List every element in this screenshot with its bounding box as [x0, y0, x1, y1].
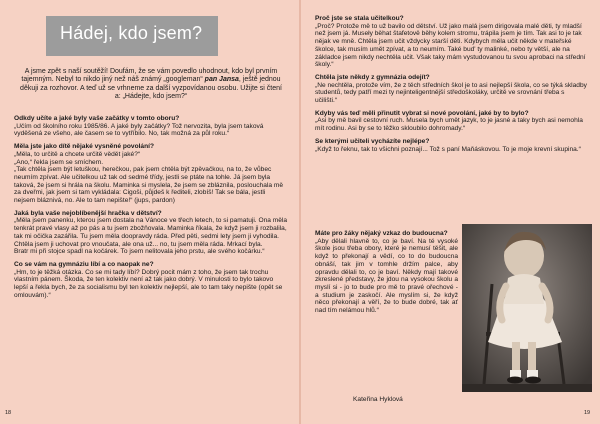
answer	[14, 123, 288, 138]
question: Jaká byla vaše nejoblíbenější hračka v dětství?	[14, 209, 162, 217]
question: Co se vám na gymnáziu líbí a co naopak ne?	[14, 260, 154, 268]
intro-text-end: , ještě jednou děkuji za rozhovor. A teď už se vrhneme za další vyzpovídanou osobu. Užijte si čtení a: „Hádejte, kdo jsem?“	[20, 76, 282, 101]
question: Proč jste se stala učitelkou?	[315, 15, 404, 22]
question: Máte pro žáky nějaký vzkaz do budoucna?	[315, 230, 448, 237]
answer	[315, 23, 587, 69]
answer-paragraph: tak mi očička zazářila. Tu jsem měla doopravdy ráda. Před pěti, sedmi lety jsem ji vyhodila. Chtěla jsem ji uchovat pro vnoučata, ale ona už... no, tu jsem měla ráda. Mrkací byla.	[14, 232, 279, 248]
intro-highlight: pan Jansa	[204, 76, 239, 84]
title-banner	[46, 16, 218, 56]
answer	[14, 217, 288, 256]
intro-text-start: A jsme zpět s naší soutěží! Doufám, že se vám povedlo uhodnout, kdo byl prvním tajemným. Nebyl to nikdo jiný než náš známý „googleman“	[21, 68, 278, 84]
page-number-left: 18	[5, 410, 12, 416]
question: Odkdy učíte a jaké byly vaše začátky v tomto oboru?	[14, 115, 180, 122]
question: Se kterými učiteli vycházíte nejlépe?	[315, 137, 430, 145]
question: Měla jste jako dítě nějaké vysněné povolání?	[14, 143, 154, 151]
answer	[315, 117, 587, 132]
left-page	[0, 0, 299, 424]
answer-paragraph: „Učím od školního roku 1985/86. A jaké byly začátky? Tož nervozita, byla jsem taková vyděšená ze všeho, ale časem se to vytříbilo. No, tak možná za půl roku.“	[14, 122, 264, 138]
final-question-column	[315, 230, 458, 315]
page-title: Hádej, kdo jsem?	[60, 23, 203, 43]
answer-paragraph: „Měla jsem panenku, kterou jsem dostala na Vánoce ve třech letech, to si pamatuji. Ona měla tenkrát pravé vlasy až po pás a tu jsem zbožňovala. Maminka říkala, že když jsem ji rozbalila,	[14, 217, 288, 233]
answer-paragraph: „Měla, to určitě a chcete určitě vědět jaké?“	[14, 150, 141, 158]
left-interview-column	[14, 115, 288, 304]
answer-paragraph: „Ano,“ řekla jsem se smíchem.	[14, 158, 104, 166]
answer	[315, 82, 587, 105]
right-page	[301, 0, 600, 424]
page-number-right: 19	[584, 410, 591, 416]
answer	[315, 146, 587, 154]
question: Kdyby vás teď měli přinutit vybrat si nové povolání, jaké by to bylo?	[315, 109, 529, 117]
author-caption: Kateřina Hyklová	[353, 396, 403, 403]
answer-paragraph: „Asi by mě bavil cestovní ruch. Musela bych umět jazyk, to je jasné a taky bych asi nemohla mít rodinu. Asi by se to těžko skloubilo dohromady.“	[315, 117, 583, 133]
question: Chtěla jste někdy z gymnázia odejít?	[315, 73, 430, 81]
childhood-photo	[462, 224, 592, 392]
answer-paragraph: „Hm, to je těžká otázka. Co se mi tady líbí? Dobrý pocit mám z toho, že jsem tak trochu vlastním pánem. Škoda, že ten kolektiv není až tak jako dobrý. V minulosti to bylo takovo lepší a řekla bych, že za socialismu byl ten kolektiv nejlepší, ale to tam taky nepište (opět se omlouvám).“	[14, 268, 283, 299]
answer	[14, 151, 288, 205]
answer-paragraph: „Tak chtěla jsem být letuškou, herečkou, pak jsem chtěla být zpěvačkou, na to, že vůbec neumím zpívat. Ale učitelkou už tak od sedmé třídy, jestli se ptáte na tohle. Já jsem byla taková, že jsem si hrála na školu. Maminka si myslela, že jsem se zbláznila, poslouchala mě za dveřmi, jak jsem si tam vykládala: Cigoši, půjdeš k řediteli, zlobíš! Tak se bála, jestli nejsem bláznivá, no. Ale to tam nepište!“ (jups, pardon)	[14, 166, 283, 205]
answer-paragraph: Bratr mi při stojce spadl na kočárek. To jsem nelitovala jeho prstu, ale svého kočárku.“	[14, 248, 265, 256]
answer-paragraph: „Aby dělali hlavně to, co je baví. Na té vysoké škole jsou třeba obory, které je nemusí těšit, ale když to překonají a vědí, co to do budoucna obnáší, tak jim v tomhle držím palce, aby opravdu dělali to, co je baví. Někdy mají takové zkreslené představy, že jdou na vysokou školu a myslí si - jo to bude pro mě to pravé ořechové - a studium je zaskočí. Ale myslím si, že když něco překonají a věří, že to bude dobré, tak ať nad tím nelámou hlů.“	[315, 237, 458, 315]
answer	[14, 269, 288, 300]
intro-paragraph	[20, 68, 282, 102]
answer-paragraph: „Ne nechtěla, protože vím, že z těch středních škol je to asi nejlepší škola, co se týká skladby studentů, tedy patří mezi ty nejinteligentnější středoškoláky, určitě ve srovnání třeba s učilišti.“	[315, 81, 587, 105]
childhood-photo-illustration	[462, 224, 592, 392]
answer-paragraph: „Když to řeknu, tak to všichni poznají... Tož s paní Maňáskovou. To je moje krevní skupina.“	[315, 145, 581, 153]
right-interview-column	[315, 15, 587, 158]
answer-paragraph: „Proč? Protože mě to už bavilo od dětství. Už jako malá jsem dirigovala malé děti, ty mladší než jsem já. Museły běhat štafetově běhy kolem stromu, trápila jsem je tím. Tak asi to je tak nějak ve mně. Chtěla jsem učit vždycky starší děti. Kdybych měla učit někde v mateřské školce, tak musím umět zpívat, a to neumím. Také bud' ty malinké, nebo ty větší, ale na základce jsem nikdy nechtěla učit. Však taky mám vystudovanou tu svou aprobaci na střední školy.“	[315, 22, 586, 69]
